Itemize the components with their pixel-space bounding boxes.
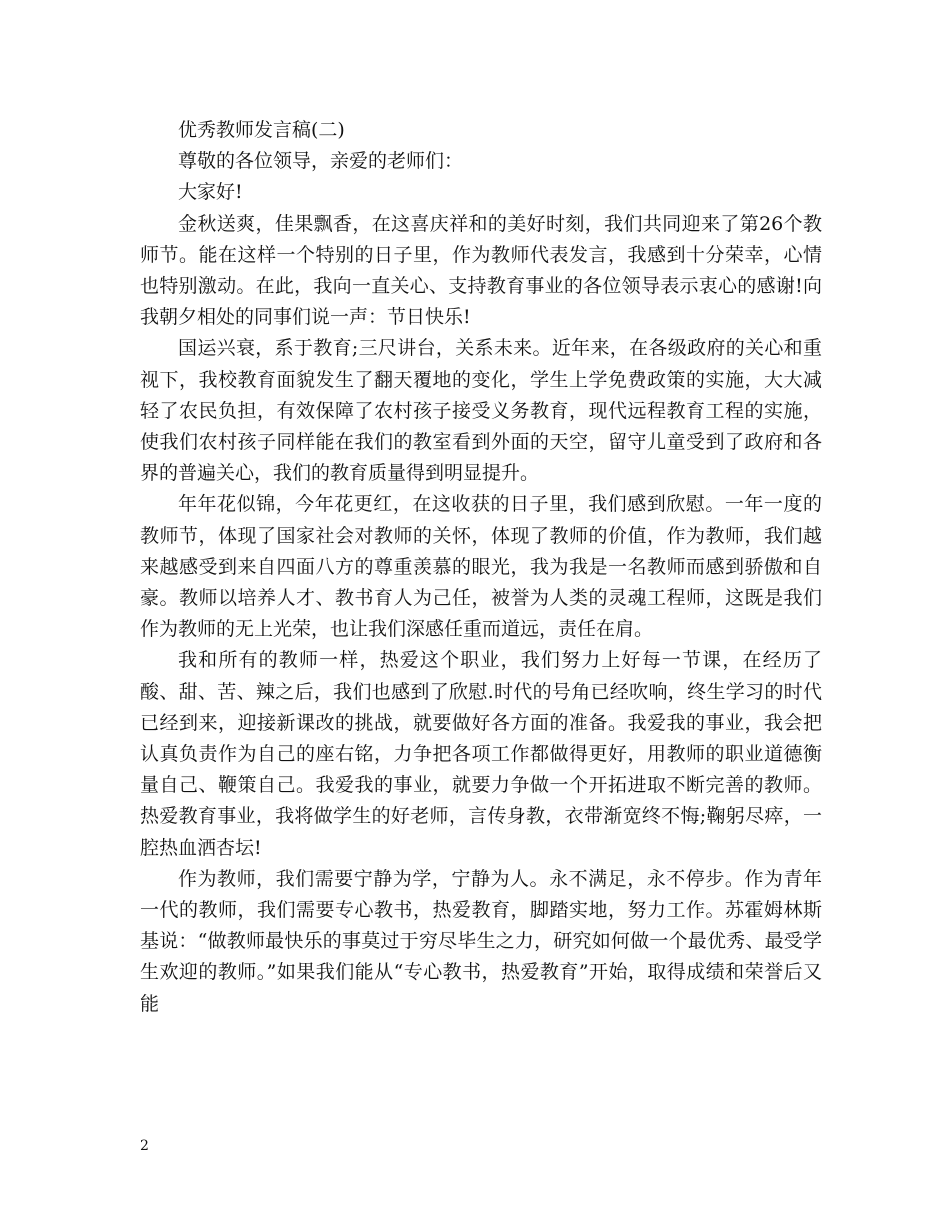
document-body — [140, 115, 822, 1020]
body-paragraph: 作为教师，我们需要宁静为学，宁静为人。永不满足，永不停步。作为青年一代的教师，我们需要专心教书，热爱教育，脚踏实地，努力工作。苏霍姆林斯基说：“做教师最快乐的事莫过于穷尽毕生之力，研究如何做一个最优秀、最受学生欢迎的教师。”如果我们能从“专心教书，热爱教育”开始，取得成绩和荣誉后又能 — [140, 867, 822, 1015]
body-paragraph: 我和所有的教师一样，热爱这个职业，我们努力上好每一节课，在经历了酸、甜、苦、辣之后，我们也感到了欣慰.时代的号角已经吹响，终生学习的时代已经到来，迎接新课改的挑战，就要做好各方面的准备。我爱我的事业，我会把认真负责作为自己的座右铭，力争把各项工作都做得更好，用教师的职业道德衡量自己、鞭策自己。我爱我的事业，就要力争做一个开拓进取不断完善的教师。热爱教育事业，我将做学生的好老师，言传身教，衣带渐宽终不悔;鞠躬尽瘁，一腔热血洒杏坛! — [140, 649, 822, 859]
greeting: 大家好! — [178, 181, 243, 204]
body-paragraph: 金秋送爽，佳果飘香，在这喜庆祥和的美好时刻，我们共同迎来了第26个教师节。能在这样一个特别的日子里，作为教师代表发言，我感到十分荣幸，心情也特别激动。在此，我向一直关心、支持教育事业的各位领导表示衷心的感谢!向我朝夕相处的同事们说一声：节日快乐! — [140, 212, 822, 329]
page-number: 2 — [140, 1138, 149, 1154]
salutation: 尊敬的各位领导，亲爱的老师们： — [178, 150, 464, 173]
body-paragraph: 国运兴衰，系于教育;三尺讲台，关系未来。近年来，在各级政府的关心和重视下，我校教育面貌发生了翻天覆地的变化，学生上学免费政策的实施，大大减轻了农民负担，有效保障了农村孩子接受义务教育，现代远程教育工程的实施，使我们农村孩子同样能在我们的教室看到外面的天空，留守儿童受到了政府和各界的普遍关心，我们的教育质量得到明显提升。 — [140, 337, 822, 485]
speech-title: 优秀教师发言稿(二) — [178, 119, 345, 141]
body-paragraph: 年年花似锦，今年花更红，在这收获的日子里，我们感到欣慰。一年一度的教师节，体现了国家社会对教师的关怀，体现了教师的价值，作为教师，我们越来越感受到来自四面八方的尊重羡慕的眼光，我为我是一名教师而感到骄傲和自豪。教师以培养人才、教书育人为己任，被誉为人类的灵魂工程师，这既是我们作为教师的无上光荣，也让我们深感任重而道远，责任在肩。 — [140, 493, 822, 641]
